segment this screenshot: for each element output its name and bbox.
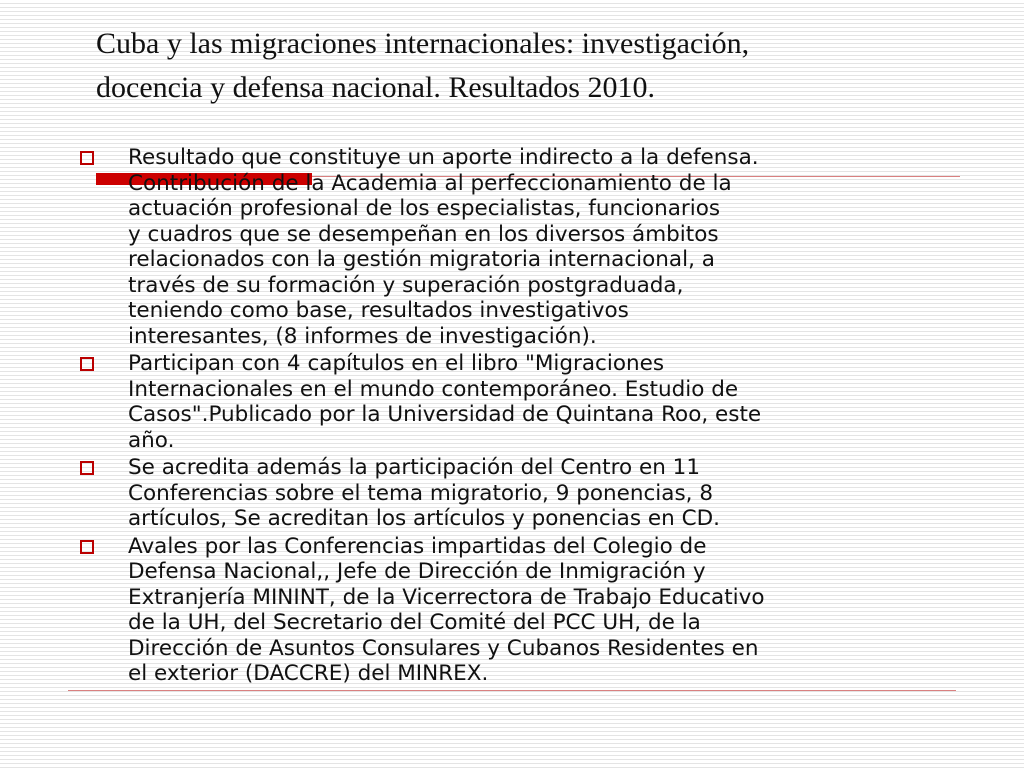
bullet-text: Resultado que constituye un aporte indirecto a la defensa. Contribución de la Academia al perfeccionamiento de la actuación profesional de los especialistas, funcionarios y cuadros que se desempeñan en los diversos ámbitos relacionados con la gestión migratoria internacional, a través de su formación y superación postgraduada, teniendo como base, resultados investigativos interesantes, (8 informes de investigación). xyxy=(128,145,759,349)
square-bullet-icon xyxy=(80,540,94,554)
title-line-1: Cuba y las migraciones internacionales: investigación, xyxy=(96,27,750,60)
bullet-item xyxy=(74,455,954,532)
square-bullet-icon xyxy=(80,151,94,165)
bullet-text: Avales por las Conferencias impartidas del Colegio de Defensa Nacional,, Jefe de Dirección de Inmigración y Extranjería MININT, de la Vicerrectora de Trabajo Educativo de la UH, del Secretario del Comité del PCC UH, de la Dirección de Asuntos Consulares y Cubanos Residentes en el exterior (DACCRE) del MINREX. xyxy=(128,533,765,686)
bullet-text: Participan con 4 capítulos en el libro "Migraciones Internacionales en el mundo contemporáneo. Estudio de Casos".Publicado por la Universidad de Quintana Roo, este año. xyxy=(128,351,762,453)
bullet-text: Se acredita además la participación del Centro en 11 Conferencias sobre el tema migratorio, 9 ponencias, 8 artículos, Se acreditan los artículos y ponencias en CD. xyxy=(128,455,720,531)
square-bullet-icon xyxy=(80,357,94,371)
slide-title xyxy=(96,22,976,110)
bullet-item xyxy=(74,351,954,453)
bullet-item xyxy=(74,534,954,687)
square-bullet-icon xyxy=(80,461,94,475)
footer-accent-line xyxy=(68,690,956,691)
bullet-item xyxy=(74,145,954,349)
bullet-list xyxy=(74,145,954,689)
title-line-2: docencia y defensa nacional. Resultados 2010. xyxy=(96,71,655,104)
